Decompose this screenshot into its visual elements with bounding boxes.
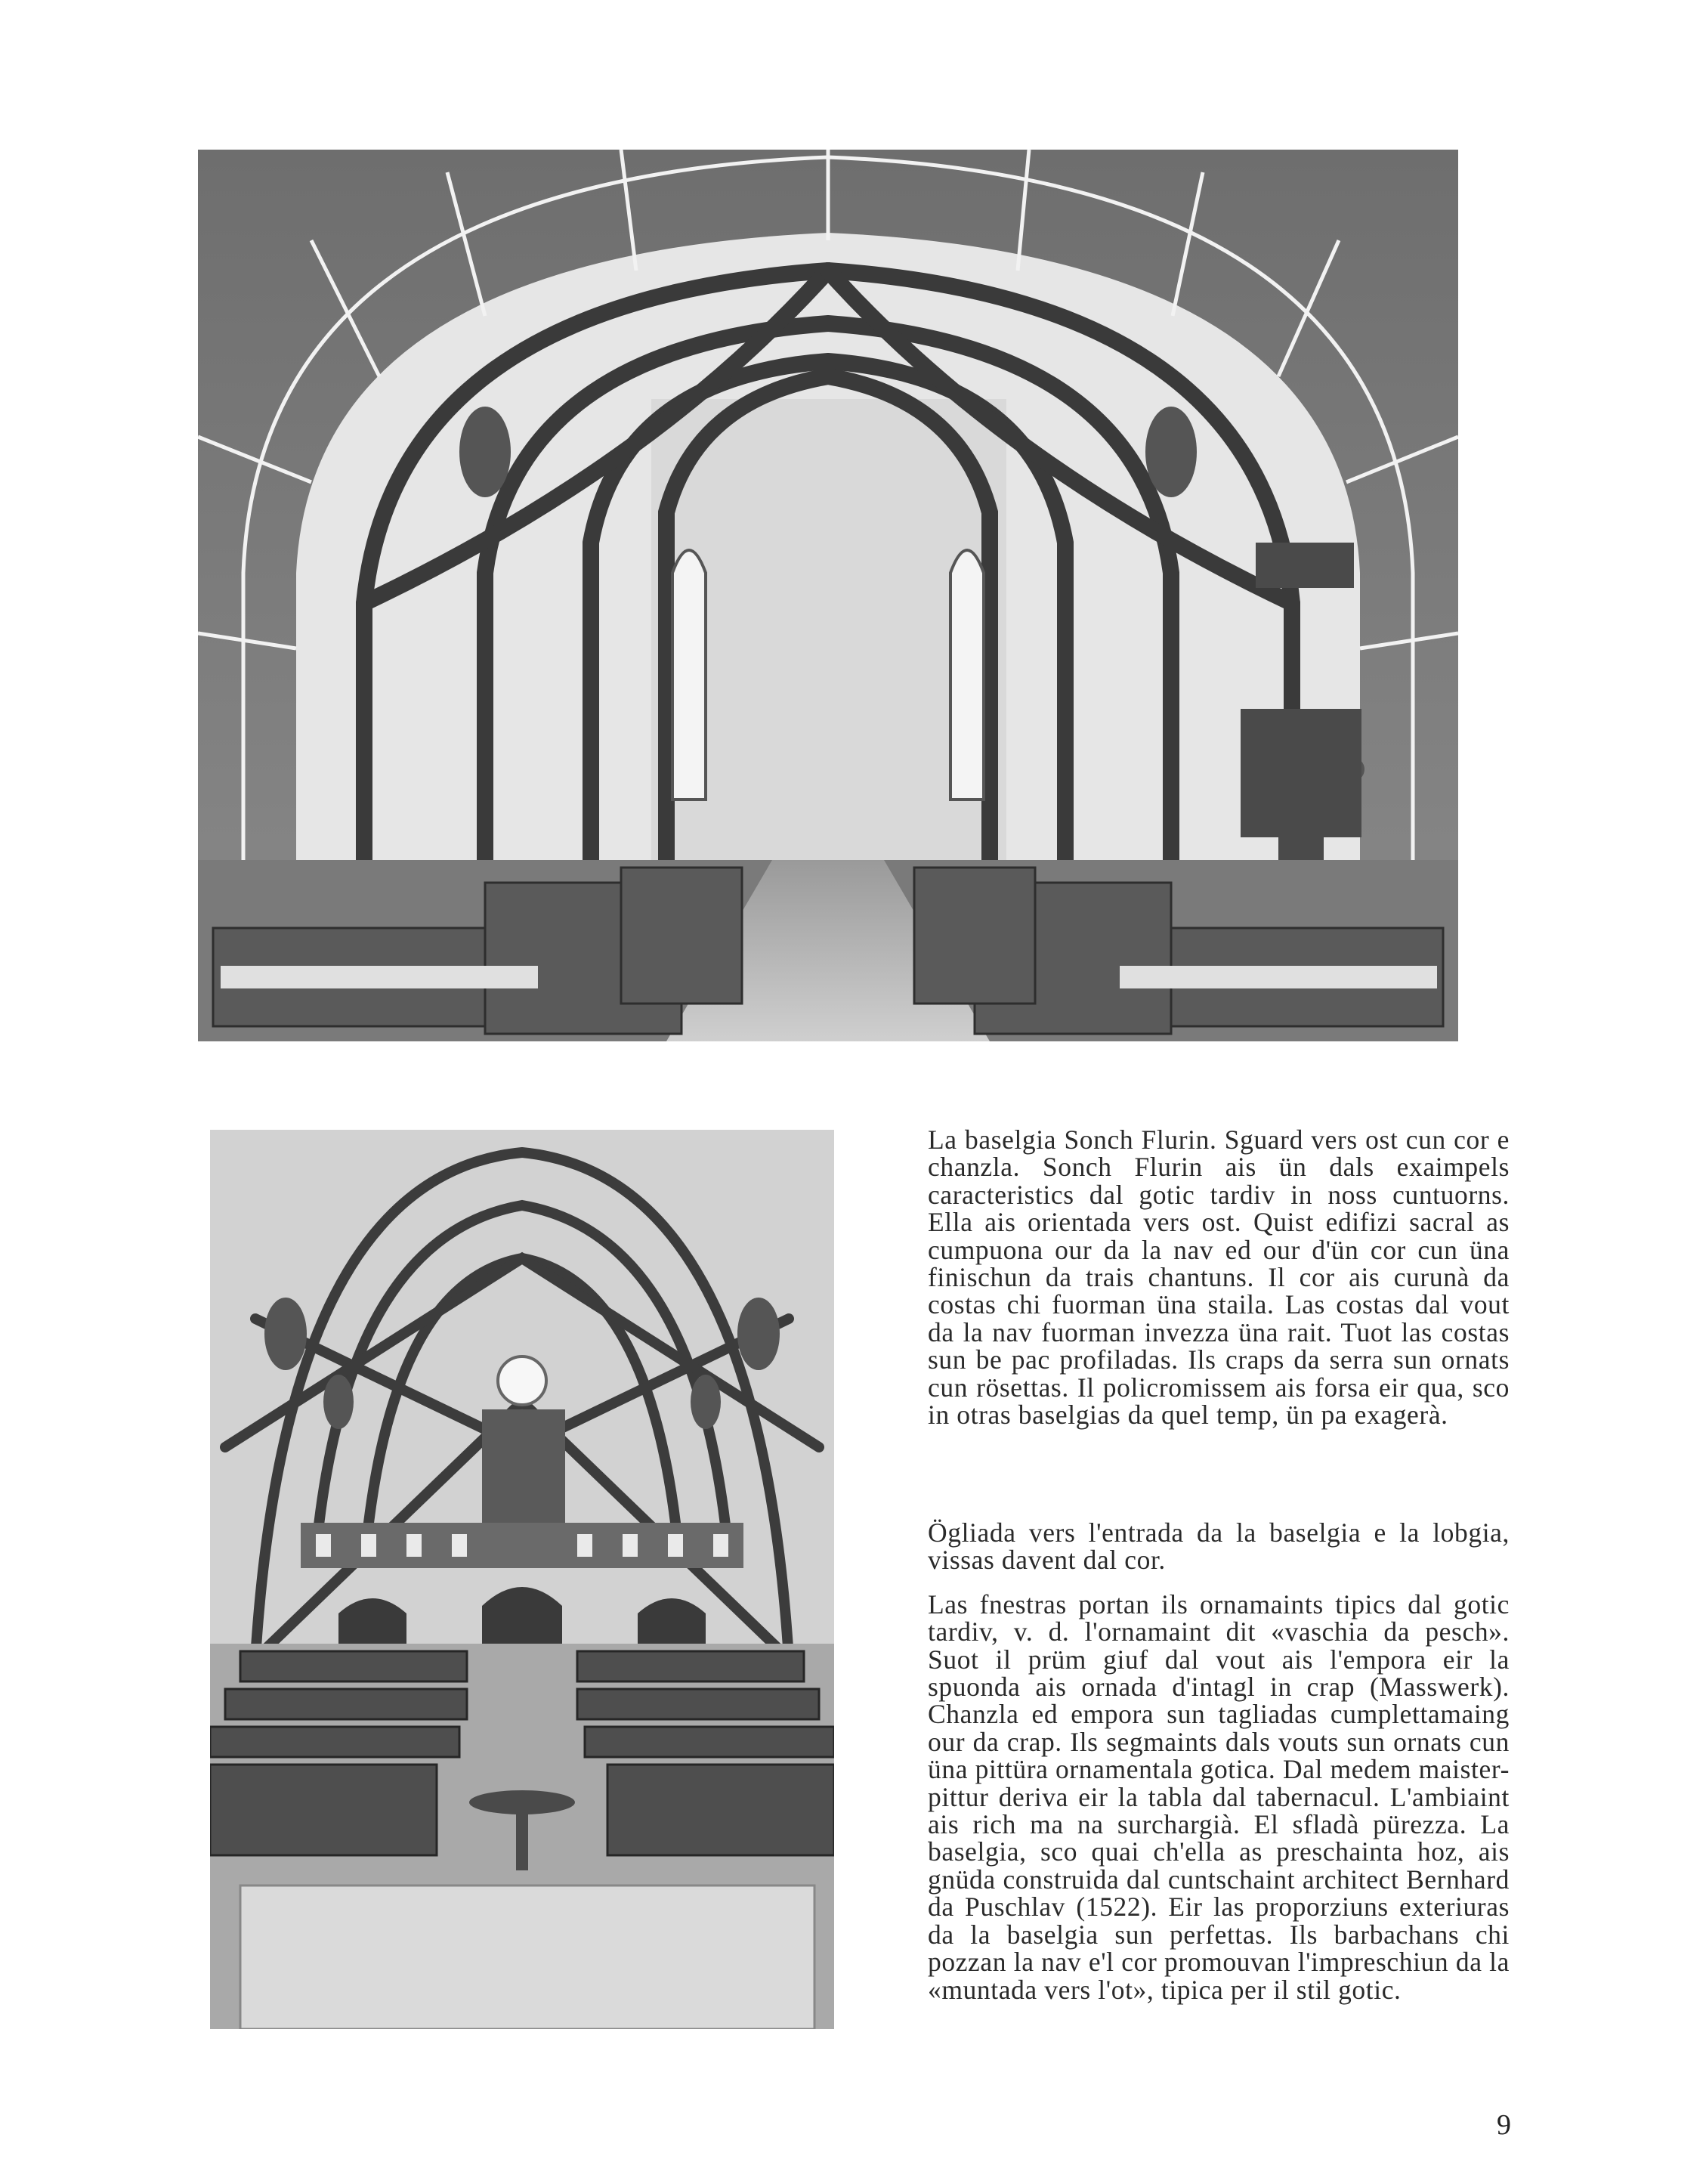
- church-nave-photo: [198, 150, 1458, 1041]
- church-gallery-illustration: [210, 1130, 834, 2029]
- caption-nave: [928, 1124, 1510, 1431]
- caption-nave-text: La baselgia Sonch Flurin. Sguard vers ost cun cor e chanzla. Sonch Flurin ais ün dals exaimpels caracteristics dal gotic tardiv in noss cuntuorns. Ella ais orientada vers ost. Quist edifizi sacral as cumpuona our da la nav ed our d'ün cor cun üna finischun da trais chantuns. Il cor ais curunà da costas chi fuorman üna staila. Las costas dal vout da la nav fuorman invezza üna rait. Tuot las costas sun be pac profiladas. Ils craps da serra sun ornats cun rösettas. Il policromissem ais forsa eir qua, sco in otras baselgias da quel temp, ün pa exagerà.: [928, 1124, 1510, 1431]
- page-number: 9: [1497, 2109, 1511, 2141]
- caption-entrance-body: Las fnestras portan ils ornamaints tipics dal gotic tardiv, v. d. l'ornamaint dit «vaschia da pesch». Suot il prüm giuf dal vout ais l'empora eir la spuonda ais ornada d'intagl in crap (Masswerk). Chanzla ed empora sun tagliadas cumplettamaing our da crap. Ils segmaints dals vouts sun ornats cun üna pittüra ornamentala gotica. Dal medem maister-pittur deriva eir la tabla dal tabernacul. L'ambiaint ais rich ma na surchargià. El sfladà pürezza. La baselgia, sco quai ch'ella as preschainta hoz, ais gnüda construida dal cuntschaint architect Bernhard da Puschlav (1522). Eir las proporziuns exteriuras da la baselgia sun perfettas. Ils barbachans chi pozzan la nav e'l cor promouvan l'impreschiun da la «muntada vers l'ot», tipica per il stil gotic.: [928, 1589, 1510, 2005]
- caption-entrance: [928, 1519, 1510, 2003]
- church-entrance-gallery-photo: [210, 1130, 834, 2029]
- church-nave-illustration: [198, 150, 1458, 1041]
- caption-entrance-lead: Ögliada vers l'entrada da la baselgia e la lobgia, vissas davent dal cor.: [928, 1517, 1510, 1576]
